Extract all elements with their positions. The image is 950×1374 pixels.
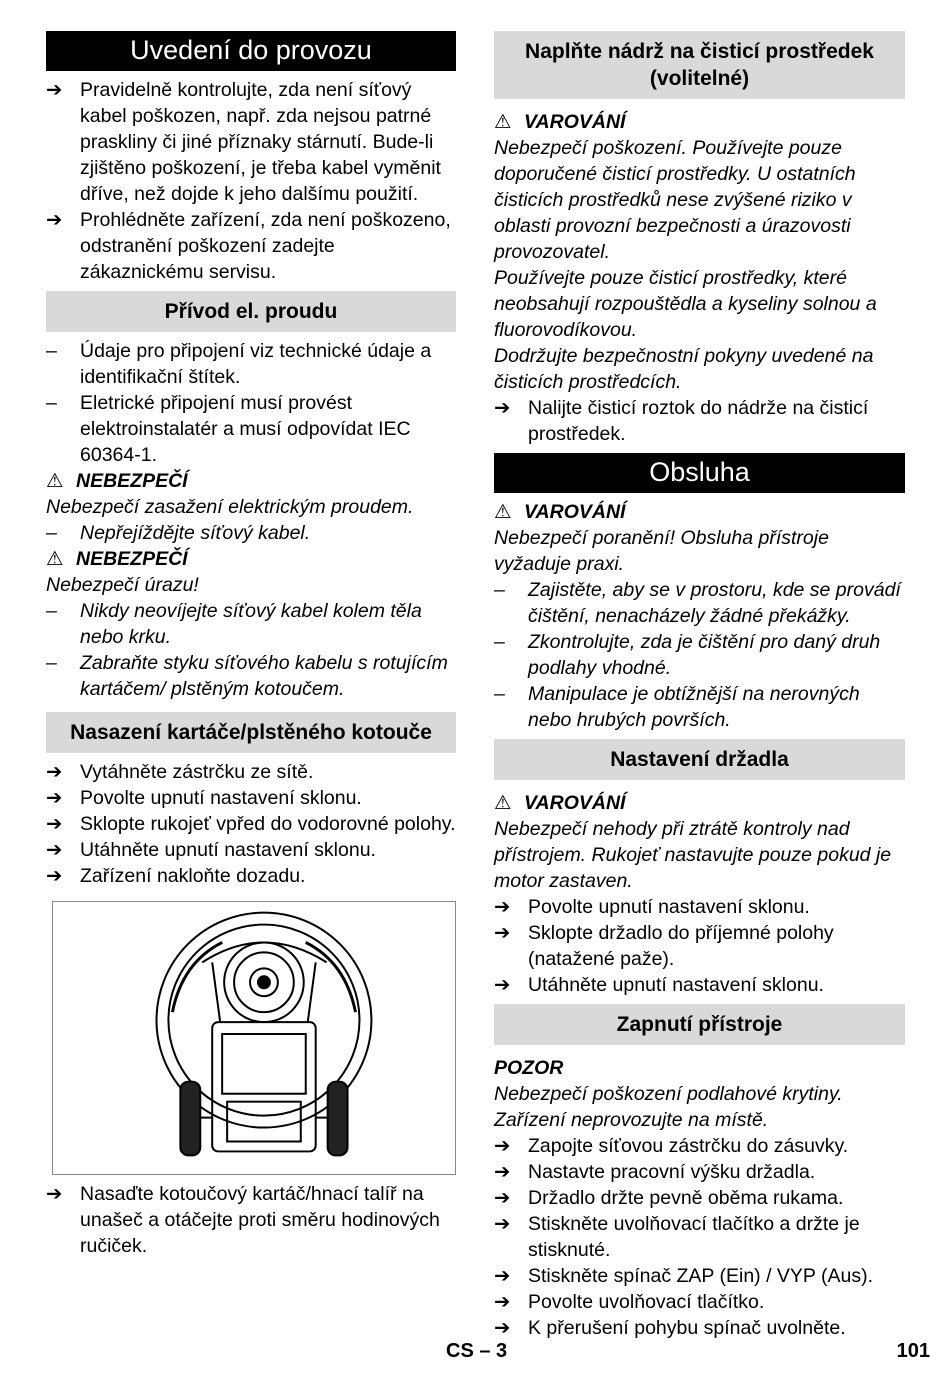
arrow-bullet-icon: ➔ [494,1317,511,1339]
list-item-text: Prohlédněte zařízení, zda není poškozeno, odstranění poškození zadejte zákaznickému servisu. [80,209,451,283]
list-item-text: Nastavte pracovní výšku držadla. [528,1161,816,1183]
list-item [494,681,905,733]
list-item [46,785,456,811]
arrow-bullet-icon: ➔ [494,922,511,944]
nebezpeci-2-list [46,598,456,702]
footer-section: CS – 3 [446,1340,508,1362]
heading-privod: Přívod el. proudu [46,291,456,332]
drzadla-list [494,894,905,998]
arrow-bullet-icon: ➔ [46,839,63,861]
list-item [494,894,905,920]
paragraph: Dodržujte bezpečnostní pokyny uvedené na čisticích prostředcích. [494,345,874,393]
after-figure-list [46,1181,456,1259]
list-item [46,338,456,390]
paragraph: Nebezpečí poškození. Používejte pouze doporučené čisticí prostředky. U ostatních čisticích prostředků nese zvýšené riziko v oblasti provozní bezpečnosti a úrazovosti provozovatel. [494,137,856,263]
arrow-bullet-icon: ➔ [46,761,63,783]
list-item [46,650,456,702]
right-column [494,31,905,1341]
warning-icon: ⚠ [46,470,64,492]
list-item [46,598,456,650]
list-item-text: Povolte upnutí nastavení sklonu. [80,787,362,809]
list-item [46,811,456,837]
arrow-bullet-icon: ➔ [46,787,63,809]
list-item-text: Nalijte čisticí roztok do nádrže na čisticí prostředek. [528,397,869,445]
list-item-text: Údaje pro připojení viz technické údaje a identifikační štítek. [80,340,432,388]
list-item-text: Eletrické připojení musí provést elektroinstalatér a musí odpovídat IEC 60364-1. [80,392,411,466]
list-item [46,837,456,863]
arrow-bullet-icon: ➔ [46,865,63,887]
footer-page-number: 101 [896,1340,930,1362]
nebezpeci-1-list [46,520,456,546]
list-item [46,759,456,785]
zapnuti-list [494,1133,905,1341]
list-item-text: Zařízení nakloňte dozadu. [80,865,306,887]
list-item [494,629,905,681]
list-item-text: Stiskněte spínač ZAP (Ein) / VYP (Aus). [528,1265,874,1287]
warning-icon: ⚠ [494,111,512,133]
paragraph: Zařízení neprovozujte na místě. [494,1109,769,1131]
list-item-text: Utáhněte upnutí nastavení sklonu. [528,974,824,996]
arrow-bullet-icon: ➔ [494,1265,511,1287]
list-item-text: Manipulace je obtížnější na nerovných nebo hrubých površích. [528,683,860,731]
list-item [46,1181,456,1259]
arrow-bullet-icon: ➔ [46,79,63,101]
arrow-bullet-icon: ➔ [494,1187,511,1209]
arrow-bullet-icon: ➔ [494,974,511,996]
warning-varovani-1: ⚠ VAROVÁNÍ [494,111,626,133]
list-item-text: Utáhněte upnutí nastavení sklonu. [80,839,376,861]
dash-bullet: – [46,522,57,544]
nebezpeci-1-text: Nebezpečí zasažení elektrickým proudem. [46,496,414,518]
list-item-text: Zajistěte, aby se v prostoru, kde se provádí čištění, nenacházely žádné překážky. [528,579,901,627]
dash-bullet: – [46,600,57,622]
list-item-text: Vytáhněte zástrčku ze sítě. [80,761,314,783]
list-item-text: Nasaďte kotoučový kartáč/hnací talíř na unašeč a otáčejte proti směru hodinových ručiček. [80,1183,440,1257]
list-item-text: Držadlo držte pevně oběma rukama. [528,1187,844,1209]
list-item [494,395,905,447]
heading-uvedeni: Uvedení do provozu [46,31,456,71]
privod-list [46,338,456,468]
list-item [494,1263,905,1289]
varovani-2-list [494,577,905,733]
list-item-text: Zapojte síťovou zástrčku do zásuvky. [528,1135,849,1157]
list-item-text: Zkontrolujte, zda je čištění pro daný druh podlahy vhodné. [528,631,881,679]
heading-naplnte: Naplňte nádrž na čisticí prostředek (volitelné) [494,31,905,99]
arrow-bullet-icon: ➔ [46,209,63,231]
list-item-text: Pravidelně kontrolujte, zda není síťový kabel poškozen, např. zda nejsou patrné praskliny či jiné příznaky stárnutí. Bude-li zjištěno poškození, je třeba kabel vyměnit dříve, než dojde k jeho dalšímu použití. [80,79,441,205]
pozor-paras [494,1081,905,1133]
list-item-text: Nepřejíždějte síťový kabel. [80,522,311,544]
arrow-bullet-icon: ➔ [494,1135,511,1157]
arrow-bullet-icon: ➔ [494,896,511,918]
list-item [494,920,905,972]
list-item [494,1133,905,1159]
list-item [494,1315,905,1341]
floor-machine-drawing [53,902,455,1174]
floor-machine-illustration [52,901,456,1175]
nasazeni-list [46,759,456,889]
warning-varovani-3: ⚠ VAROVÁNÍ [494,792,626,814]
heading-obsluha: Obsluha [494,453,905,493]
varovani-1-paras [494,135,905,395]
list-item [46,520,456,546]
warning-nebezpeci-1: ⚠ NEBEZPEČÍ [46,470,188,492]
arrow-bullet-icon: ➔ [494,397,511,419]
list-item [46,390,456,468]
list-item [46,207,456,285]
list-item-text: Zabraňte styku síťového kabelu s rotujícím kartáčem/ plstěným kotoučem. [80,652,448,700]
dash-bullet: – [494,683,505,705]
list-item-text: Povolte upnutí nastavení sklonu. [528,896,810,918]
varovani-3-text: Nebezpečí nehody při ztrátě kontroly nad přístrojem. Rukojeť nastavujte pouze pokud je motor zastaven. [494,818,892,892]
list-item-text: Sklopte držadlo do příjemné polohy (natažené paže). [528,922,834,970]
warning-varovani-2: ⚠ VAROVÁNÍ [494,501,626,523]
arrow-bullet-icon: ➔ [494,1291,511,1313]
uvedeni-list [46,77,456,285]
left-column [46,31,456,1259]
pozor-label: POZOR [494,1057,564,1079]
arrow-bullet-icon: ➔ [494,1213,511,1235]
list-item [494,1185,905,1211]
nebezpeci-2-text: Nebezpečí úrazu! [46,574,199,596]
dash-bullet: – [494,631,505,653]
list-item [494,1211,905,1263]
list-item [46,77,456,207]
naplnte-list [494,395,905,447]
heading-zapnuti: Zapnutí přístroje [494,1004,905,1045]
warning-nebezpeci-2: ⚠ NEBEZPEČÍ [46,548,188,570]
list-item [494,1159,905,1185]
list-item-text: K přerušení pohybu spínač uvolněte. [528,1317,846,1339]
arrow-bullet-icon: ➔ [46,813,63,835]
list-item [494,972,905,998]
list-item-text: Nikdy neovíjejte síťový kabel kolem těla nebo krku. [80,600,422,648]
warning-icon: ⚠ [494,501,512,523]
varovani-2-text: Nebezpečí poranění! Obsluha přístroje vyžaduje praxi. [494,527,829,575]
dash-bullet: – [46,340,57,362]
heading-drzadla: Nastavení držadla [494,739,905,780]
list-item [494,1289,905,1315]
paragraph: Používejte pouze čisticí prostředky, které neobsahují rozpouštědla a kyseliny solnou a fluorovodíkovou. [494,267,877,341]
dash-bullet: – [46,652,57,674]
list-item-text: Povolte uvolňovací tlačítko. [528,1291,765,1313]
list-item-text: Stiskněte uvolňovací tlačítko a držte je stisknuté. [528,1213,860,1261]
list-item [494,577,905,629]
heading-nasazeni: Nasazení kartáče/plstěného kotouče [46,712,456,753]
warning-icon: ⚠ [46,548,64,570]
dash-bullet: – [494,579,505,601]
list-item-text: Sklopte rukojeť vpřed do vodorovné polohy. [80,813,456,835]
arrow-bullet-icon: ➔ [46,1183,63,1205]
warning-icon: ⚠ [494,792,512,814]
arrow-bullet-icon: ➔ [494,1161,511,1183]
paragraph: Nebezpečí poškození podlahové krytiny. [494,1083,843,1105]
dash-bullet: – [46,392,57,414]
list-item [46,863,456,889]
